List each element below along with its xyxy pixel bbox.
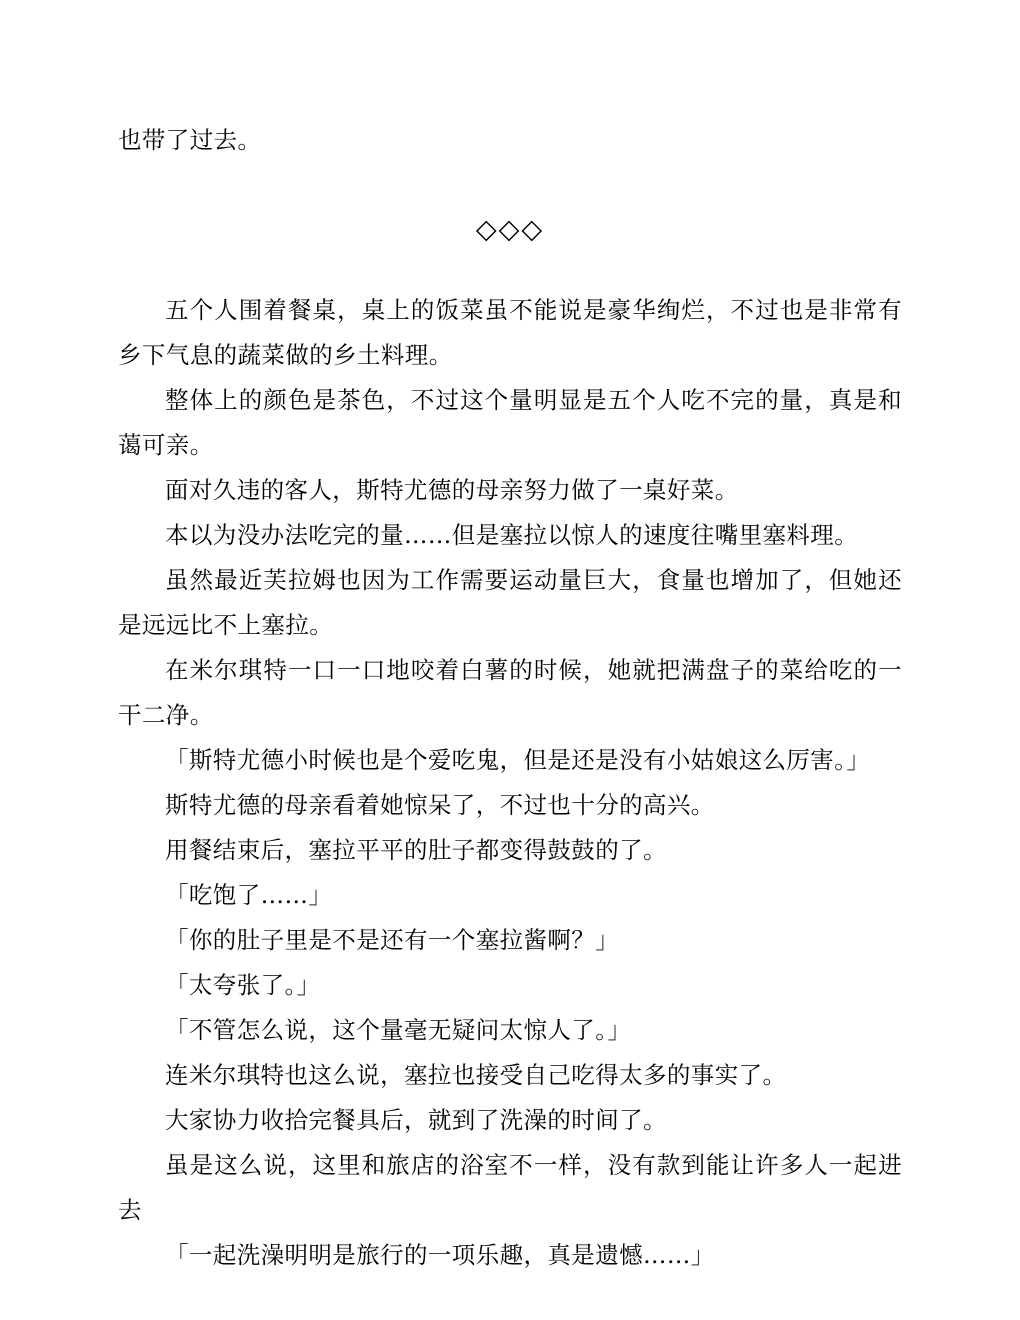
- paragraph-dialogue: 「吃饱了……」: [165, 881, 333, 909]
- scene-divider: ◇◇◇: [475, 214, 545, 245]
- paragraph: 用餐结束后，塞拉平平的肚子都变得鼓鼓的了。: [165, 836, 667, 864]
- paragraph: 五个人围着餐桌，桌上的饭菜虽不能说是豪华绚烂，不过也是非常有乡下气息的蔬菜做的乡土料理。: [118, 296, 902, 369]
- body-text: [118, 288, 902, 1278]
- paragraph: 斯特尤德的母亲看着她惊呆了，不过也十分的高兴。: [165, 791, 715, 819]
- paragraph: 大家协力收拾完餐具后，就到了洗澡的时间了。: [165, 1106, 667, 1134]
- paragraph: 连米尔琪特也这么说，塞拉也接受自己吃得太多的事实了。: [165, 1061, 787, 1089]
- paragraph-dialogue: 「一起洗澡明明是旅行的一项乐趣，真是遗憾……」: [165, 1241, 715, 1269]
- paragraph-dialogue: 「你的肚子里是不是还有一个塞拉酱啊？」: [165, 926, 620, 954]
- paragraph: 在米尔琪特一口一口地咬着白薯的时候，她就把满盘子的菜给吃的一干二净。: [118, 656, 902, 729]
- paragraph: 整体上的颜色是茶色，不过这个量明显是五个人吃不完的量，真是和蔼可亲。: [118, 386, 902, 459]
- opening-line: 也带了过去。: [118, 126, 262, 154]
- paragraph: 面对久违的客人，斯特尤德的母亲努力做了一桌好菜。: [165, 476, 739, 504]
- paragraph: 本以为没办法吃完的量……但是塞拉以惊人的速度往嘴里塞料理。: [165, 521, 859, 549]
- paragraph-dialogue: 「斯特尤德小时候也是个爱吃鬼，但是还是没有小姑娘这么厉害。」: [165, 746, 871, 774]
- paragraph-dialogue: 「不管怎么说，这个量毫无疑问太惊人了。」: [165, 1016, 632, 1044]
- paragraph-dialogue: 「太夸张了。」: [165, 971, 321, 999]
- paragraph: 虽然最近芙拉姆也因为工作需要运动量巨大，食量也增加了，但她还是远远比不上塞拉。: [118, 566, 902, 639]
- paragraph: 虽是这么说，这里和旅店的浴室不一样，没有款到能让许多人一起进去: [118, 1151, 902, 1224]
